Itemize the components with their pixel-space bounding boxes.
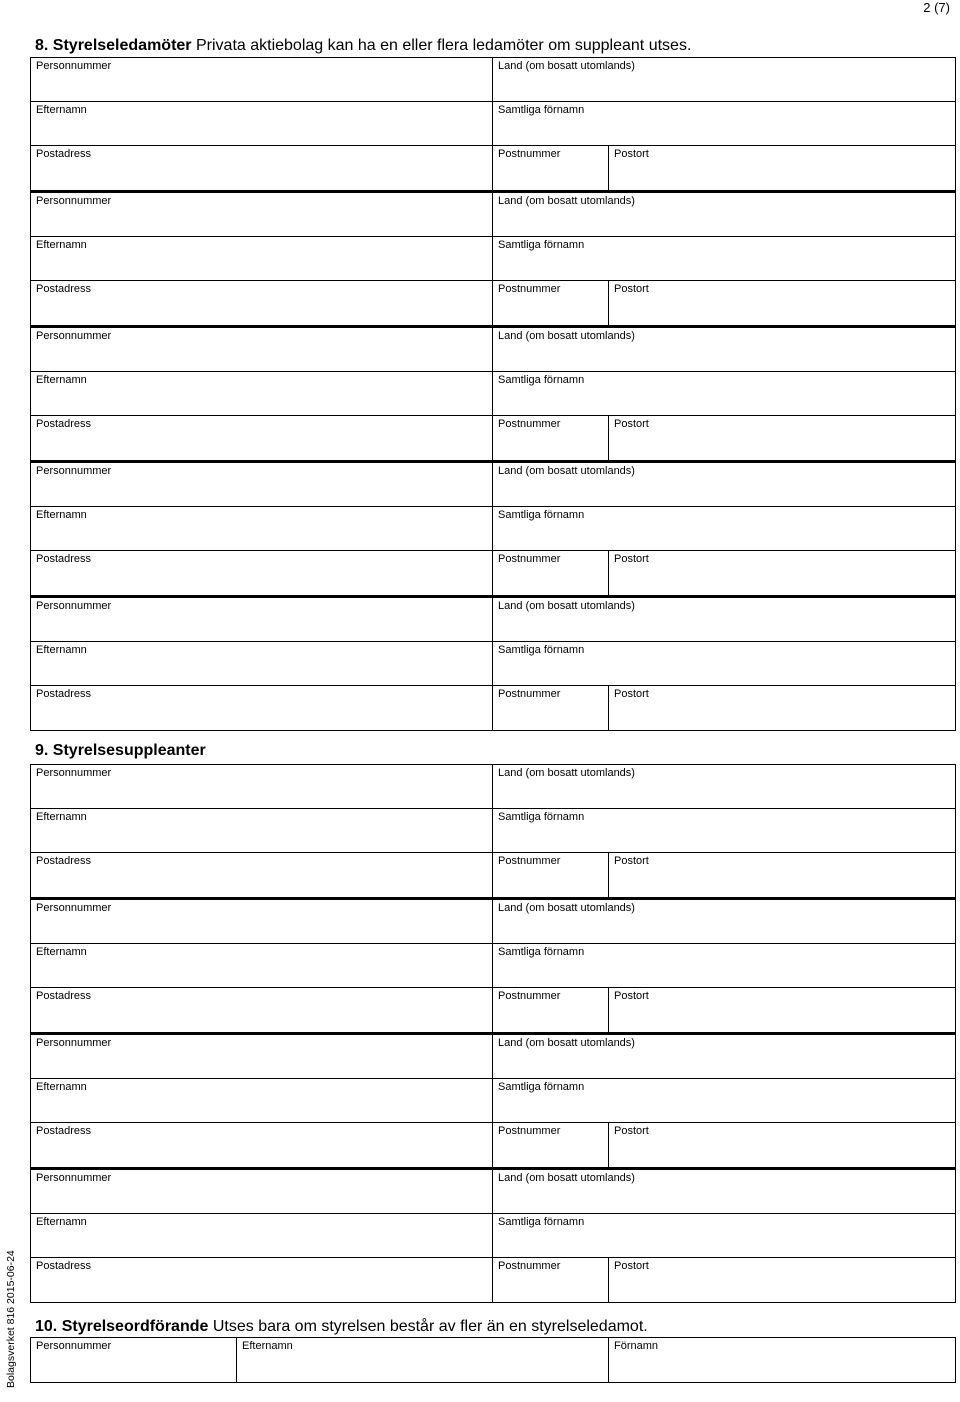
section-10-heading (35, 1318, 648, 1336)
postadress-field[interactable] (31, 853, 493, 897)
postadress-field[interactable] (31, 1123, 493, 1167)
postort-label: Postort (614, 688, 649, 700)
section-8-title: 8. Styrelseledamöter (35, 37, 192, 54)
postnummer-label: Postnummer (498, 148, 561, 160)
postort-label: Postort (614, 553, 649, 565)
postnummer-label: Postnummer (498, 553, 561, 565)
efternamn-field[interactable] (31, 507, 493, 550)
section-10-title: 10. Styrelseordförande (35, 1318, 209, 1335)
board-member-block (31, 598, 955, 730)
postnummer-label: Postnummer (498, 1260, 561, 1272)
page-number: 2 (7) (923, 0, 950, 15)
deputy-block (31, 900, 955, 1035)
chair-efternamn-field[interactable] (237, 1338, 609, 1382)
postort-label: Postort (614, 283, 649, 295)
postnummer-label: Postnummer (498, 688, 561, 700)
fornamn-field[interactable] (493, 642, 955, 685)
efternamn-label: Efternamn (36, 946, 87, 958)
postort-field[interactable] (609, 146, 955, 190)
chair-personnummer-field[interactable] (31, 1338, 237, 1382)
section-8-heading (35, 37, 691, 55)
postnummer-label: Postnummer (498, 855, 561, 867)
postadress-field[interactable] (31, 988, 493, 1032)
postnummer-field[interactable] (493, 146, 609, 190)
land-field[interactable] (493, 328, 955, 371)
board-member-block (31, 58, 955, 193)
section-8-subtitle: Privata aktiebolag kan ha en eller flera ledamöter om suppleant utses. (195, 37, 692, 54)
efternamn-label: Efternamn (36, 811, 87, 823)
land-field[interactable] (493, 1170, 955, 1213)
fornamn-field[interactable] (493, 372, 955, 415)
efternamn-field[interactable] (31, 102, 493, 145)
postort-label: Postort (614, 990, 649, 1002)
deputy-block (31, 1170, 955, 1302)
land-label: Land (om bosatt utomlands) (498, 1172, 635, 1184)
personnummer-label: Personnummer (36, 902, 112, 914)
efternamn-label: Efternamn (36, 104, 87, 116)
postnummer-field[interactable] (493, 686, 609, 730)
side-footer: Bolagsverket 816 2015-06-24 (5, 1250, 17, 1388)
personnummer-label: Personnummer (36, 330, 112, 342)
postadress-field[interactable] (31, 146, 493, 190)
deputies-table (30, 764, 956, 1303)
personnummer-field[interactable] (31, 58, 493, 101)
personnummer-label: Personnummer (36, 600, 112, 612)
efternamn-label: Efternamn (36, 374, 87, 386)
section-9-title: 9. Styrelsesuppleanter (35, 742, 206, 759)
fornamn-field[interactable] (493, 102, 955, 145)
board-members-table (30, 57, 956, 731)
efternamn-field[interactable] (31, 1079, 493, 1122)
chair-fornamn-field[interactable] (609, 1338, 955, 1382)
fornamn-label: Samtliga förnamn (498, 509, 585, 521)
deputy-block (31, 765, 955, 900)
postadress-label: Postadress (36, 148, 92, 160)
efternamn-field[interactable] (31, 809, 493, 852)
efternamn-label: Efternamn (36, 1081, 87, 1093)
postadress-label: Postadress (36, 688, 92, 700)
personnummer-label: Personnummer (36, 195, 112, 207)
efternamn-label: Efternamn (36, 239, 87, 251)
board-member-block (31, 463, 955, 598)
personnummer-field[interactable] (31, 598, 493, 641)
personnummer-label: Personnummer (36, 1172, 112, 1184)
section-10-subtitle: Utses bara om styrelsen består av fler än en styrelseledamot. (212, 1318, 648, 1335)
personnummer-field[interactable] (31, 193, 493, 236)
chairman-table (30, 1337, 956, 1383)
fornamn-label: Samtliga förnamn (498, 644, 585, 656)
personnummer-field[interactable] (31, 765, 493, 808)
fornamn-field[interactable] (493, 1214, 955, 1257)
land-field[interactable] (493, 765, 955, 808)
fornamn-label: Förnamn (614, 1340, 659, 1352)
fornamn-label: Samtliga förnamn (498, 104, 585, 116)
postort-field[interactable] (609, 416, 955, 460)
efternamn-label: Efternamn (36, 509, 87, 521)
fornamn-label: Samtliga förnamn (498, 239, 585, 251)
fornamn-field[interactable] (493, 1079, 955, 1122)
personnummer-field[interactable] (31, 1035, 493, 1078)
efternamn-field[interactable] (31, 1214, 493, 1257)
postort-field[interactable] (609, 1258, 955, 1302)
postnummer-field[interactable] (493, 551, 609, 595)
land-field[interactable] (493, 598, 955, 641)
land-label: Land (om bosatt utomlands) (498, 195, 635, 207)
efternamn-label: Efternamn (242, 1340, 293, 1352)
postort-field[interactable] (609, 853, 955, 897)
postort-label: Postort (614, 1125, 649, 1137)
efternamn-field[interactable] (31, 372, 493, 415)
land-label: Land (om bosatt utomlands) (498, 600, 635, 612)
fornamn-label: Samtliga förnamn (498, 811, 585, 823)
land-label: Land (om bosatt utomlands) (498, 767, 635, 779)
postort-label: Postort (614, 855, 649, 867)
personnummer-field[interactable] (31, 1170, 493, 1213)
personnummer-label: Personnummer (36, 767, 112, 779)
board-member-block (31, 328, 955, 463)
postort-label: Postort (614, 418, 649, 430)
land-field[interactable] (493, 1035, 955, 1078)
fornamn-field[interactable] (493, 237, 955, 280)
postnummer-label: Postnummer (498, 283, 561, 295)
fornamn-field[interactable] (493, 944, 955, 987)
postadress-label: Postadress (36, 1260, 92, 1272)
postnummer-field[interactable] (493, 1258, 609, 1302)
land-field[interactable] (493, 193, 955, 236)
postadress-field[interactable] (31, 1258, 493, 1302)
postadress-label: Postadress (36, 990, 92, 1002)
land-field[interactable] (493, 463, 955, 506)
postnummer-field[interactable] (493, 281, 609, 325)
efternamn-field[interactable] (31, 944, 493, 987)
postadress-label: Postadress (36, 418, 92, 430)
postadress-label: Postadress (36, 283, 92, 295)
personnummer-field[interactable] (31, 463, 493, 506)
land-label: Land (om bosatt utomlands) (498, 465, 635, 477)
personnummer-label: Personnummer (36, 60, 112, 72)
fornamn-label: Samtliga förnamn (498, 946, 585, 958)
postadress-label: Postadress (36, 1125, 92, 1137)
personnummer-label: Personnummer (36, 1340, 112, 1352)
land-label: Land (om bosatt utomlands) (498, 902, 635, 914)
fornamn-label: Samtliga förnamn (498, 374, 585, 386)
postnummer-field[interactable] (493, 1123, 609, 1167)
land-label: Land (om bosatt utomlands) (498, 330, 635, 342)
postort-field[interactable] (609, 281, 955, 325)
postnummer-field[interactable] (493, 988, 609, 1032)
postort-label: Postort (614, 1260, 649, 1272)
land-label: Land (om bosatt utomlands) (498, 60, 635, 72)
postnummer-field[interactable] (493, 416, 609, 460)
postadress-field[interactable] (31, 551, 493, 595)
efternamn-label: Efternamn (36, 1216, 87, 1228)
postadress-label: Postadress (36, 855, 92, 867)
postort-field[interactable] (609, 1123, 955, 1167)
personnummer-field[interactable] (31, 900, 493, 943)
fornamn-field[interactable] (493, 507, 955, 550)
postadress-field[interactable] (31, 281, 493, 325)
postnummer-field[interactable] (493, 853, 609, 897)
section-9-heading (35, 742, 206, 760)
personnummer-label: Personnummer (36, 465, 112, 477)
postadress-field[interactable] (31, 686, 493, 730)
fornamn-label: Samtliga förnamn (498, 1081, 585, 1093)
board-member-block (31, 193, 955, 328)
land-field[interactable] (493, 58, 955, 101)
land-field[interactable] (493, 900, 955, 943)
postort-field[interactable] (609, 686, 955, 730)
postort-field[interactable] (609, 551, 955, 595)
efternamn-label: Efternamn (36, 644, 87, 656)
postadress-field[interactable] (31, 416, 493, 460)
personnummer-label: Personnummer (36, 1037, 112, 1049)
postnummer-label: Postnummer (498, 1125, 561, 1137)
postort-label: Postort (614, 148, 649, 160)
fornamn-field[interactable] (493, 809, 955, 852)
efternamn-field[interactable] (31, 237, 493, 280)
postnummer-label: Postnummer (498, 990, 561, 1002)
efternamn-field[interactable] (31, 642, 493, 685)
land-label: Land (om bosatt utomlands) (498, 1037, 635, 1049)
personnummer-field[interactable] (31, 328, 493, 371)
postadress-label: Postadress (36, 553, 92, 565)
fornamn-label: Samtliga förnamn (498, 1216, 585, 1228)
postort-field[interactable] (609, 988, 955, 1032)
postnummer-label: Postnummer (498, 418, 561, 430)
deputy-block (31, 1035, 955, 1170)
